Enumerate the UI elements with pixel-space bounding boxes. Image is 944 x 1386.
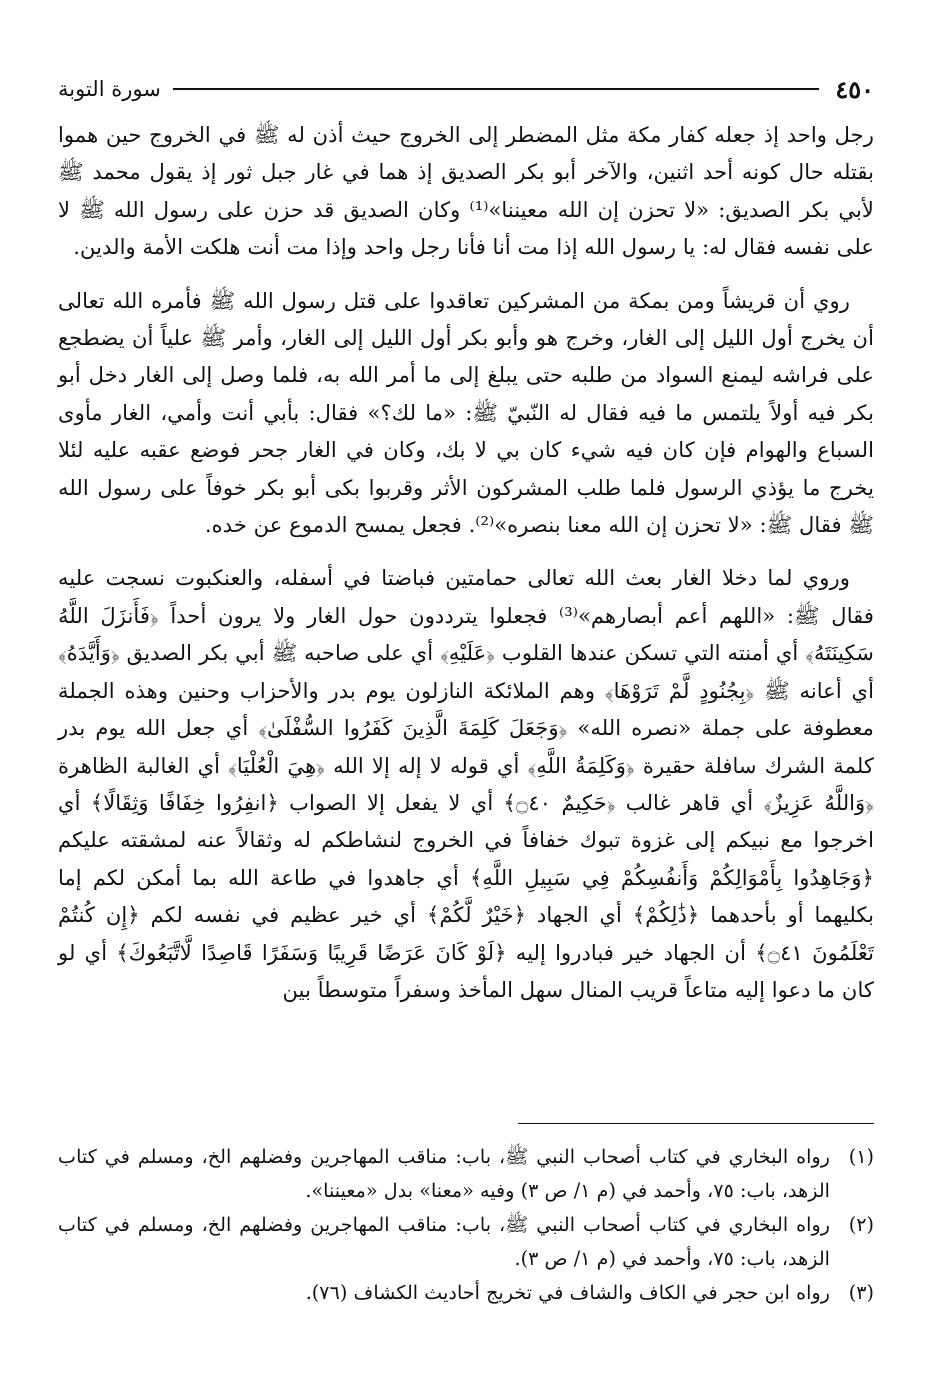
- main-text: [58, 116, 874, 1008]
- page-header: [58, 72, 874, 106]
- footnote-divider: [518, 1123, 874, 1124]
- footnote-number: (٣): [848, 1281, 874, 1304]
- footnote-text: رواه البخاري في كتاب أصحاب النبي ﷺ، باب: مناقب المهاجرين وفضلهم الخ، ومسلم في كتاب الزهد، باب: ٧٥، وأحمد في (م ١/ ص ٣) وفيه «معنا» بدل «معيننا».: [58, 1145, 830, 1202]
- paragraph-3: وروي لما دخلا الغار بعث الله تعالى حمامتين فباضتا في أسفله، والعنكبوت نسجت عليه فقال ﷺ: «اللهم أعم أبصارهم»⁽³⁾ فجعلوا يترددون حول الغار ولا يرون أحداً ﴿فَأَنزَلَ اللَّهُ سَكِينَتَهُ﴾ أي أمنته التي تسكن عندها القلوب ﴿عَلَيْهِ﴾ أي على صاحبه ﷺ أبي بكر الصديق ﴿وَأَيَّدَهُ﴾ أي أعانه ﷺ ﴿بِجُنُودٍ لَّمْ تَرَوْهَا﴾ وهم الملائكة النازلون يوم بدر والأحزاب وحنين وهذه الجملة معطوفة على جملة «نصره الله» ﴿وَجَعَلَ كَلِمَةَ الَّذِينَ كَفَرُوا السُّفْلَىٰ﴾ أي جعل الله يوم بدر كلمة الشرك سافلة حقيرة ﴿وَكَلِمَةُ اللَّهِ﴾ أي قوله لا إله إلا الله ﴿هِيَ الْعُلْيَا﴾ أي الغالبة الظاهرة ﴿وَاللَّهُ عَزِيزٌ﴾ أي قاهر غالب ﴿حَكِيمٌ ۝٤٠﴾ أي لا يفعل إلا الصواب ﴿انفِرُوا خِفَافًا وَثِقَالًا﴾ أي اخرجوا مع نبيكم إلى غزوة تبوك خفافاً في الخروج لنشاطكم له وثقالاً عنه لمشقته عليكم ﴿وَجَاهِدُوا بِأَمْوَالِكُمْ وَأَنفُسِكُمْ فِي سَبِيلِ اللَّهِ﴾ أي جاهدوا في طاعة الله بما أمكن لكم إما بكليهما أو بأحدهما ﴿ذَٰلِكُمْ﴾ أي الجهاد ﴿خَيْرٌ لَّكُمْ﴾ أي خير عظيم في نفسه لكم ﴿إِن كُنتُمْ تَعْلَمُونَ ۝٤١﴾ أن الجهاد خير فبادروا إليه ﴿لَوْ كَانَ عَرَضًا قَرِيبًا وَسَفَرًا قَاصِدًا لَّاتَّبَعُوكَ﴾ أي لو كان ما دعوا إليه متاعاً قريب المنال سهل المأخذ وسفراً متوسطاً بين: [58, 565, 874, 1002]
- footnote-3: [58, 1276, 874, 1310]
- footnotes: [58, 1140, 874, 1310]
- surah-title: سورة التوبة: [58, 77, 161, 101]
- footnote-text: رواه البخاري في كتاب أصحاب النبي ﷺ، باب: مناقب المهاجرين وفضلهم الخ، ومسلم في كتاب الزهد، باب: ٧٥، وأحمد في (م ١/ ص ٣).: [58, 1213, 830, 1270]
- header-rule: [173, 88, 820, 90]
- footnote-2: [58, 1208, 874, 1276]
- paragraph-1: رجل واحد إذ جعله كفار مكة مثل المضطر إلى الخروج حيث أذن له ﷺ في الخروج حين هموا بقتله حال كونه أحد اثنين، والآخر أبو بكر الصديق إذ هما في غار جبل ثور إذ يقول محمد ﷺ لأبي بكر الصديق: «لا تحزن إن الله معيننا»⁽¹⁾ وكان الصديق قد حزن على رسول الله ﷺ لا على نفسه فقال له: يا رسول الله إذا مت أنا فأنا رجل واحد وإذا مت أنت هلكت الأمة والدين.: [58, 122, 875, 260]
- footnote-text: رواه ابن حجر في الكاف والشاف في تخريج أحاديث الكشاف (٧٦).: [305, 1281, 830, 1304]
- footnote-number: (٢): [848, 1213, 874, 1236]
- paragraph-2: روي أن قريشاً ومن بمكة من المشركين تعاقدوا على قتل رسول الله ﷺ فأمره الله تعالى أن يخرج أول الليل إلى الغار، وخرج هو وأبو بكر أول الليل إلى الغار، وأمر ﷺ علياً أن يضطجع على فراشه ليمنع السواد من طلبه حتى يبلغ إلى ما أمر الله به، فلما وصل إلى الغار دخل أبو بكر فيه أولاً يلتمس ما فيه فقال له النّبيّ ﷺ: «ما لك؟» فقال: بأبي أنت وأمي، الغار مأوى السباع والهوام فإن كان فيه شيء كان بي لا بك، وكان في الغار جحر فوضع عقبه عليه لئلا يخرج ما يؤذي الرسول فلما طلب المشركون الأثر وقربوا بكى أبو بكر خوفاً على رسول الله ﷺ فقال ﷺ: «لا تحزن إن الله معنا بنصره»⁽²⁾. فجعل يمسح الدموع عن خده.: [58, 287, 874, 538]
- footnote-number: (١): [848, 1145, 874, 1168]
- page-number: ٤٥٠: [835, 74, 874, 104]
- footnote-1: [58, 1140, 874, 1208]
